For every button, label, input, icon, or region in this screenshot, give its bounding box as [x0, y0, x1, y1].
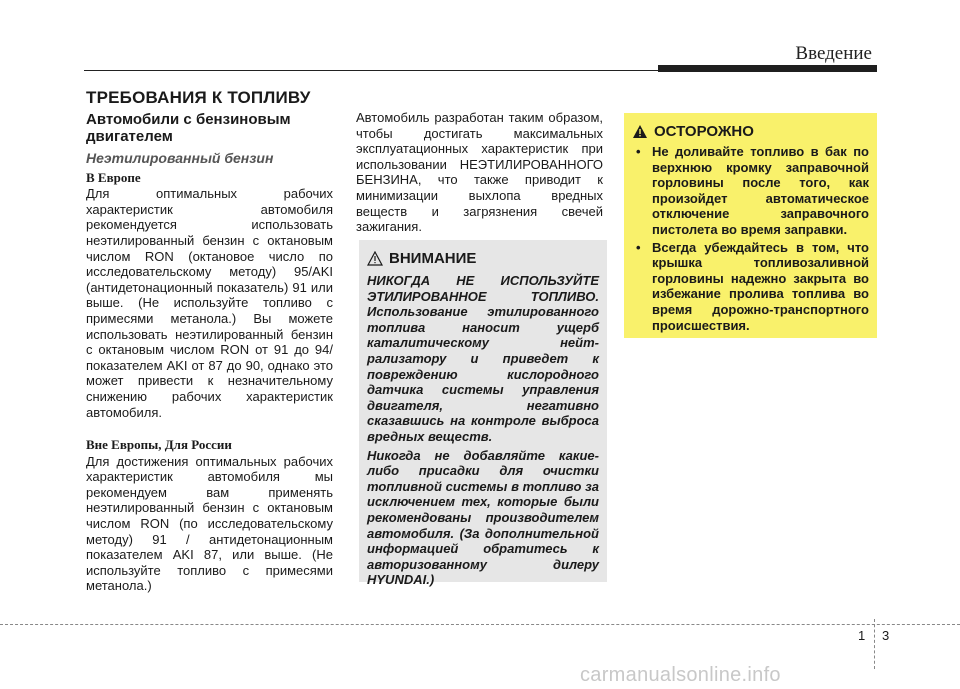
caution-triangle-icon: [632, 124, 648, 139]
heading-outside-europe: Вне Европы, Для России: [86, 437, 232, 453]
header-section-title: Введение: [795, 43, 872, 64]
warning-header: [367, 250, 607, 267]
caution-list: [632, 144, 869, 333]
section-title: Автомобили с бензиновым двигателем: [86, 111, 291, 145]
caution-title: ОСТОРОЖНО: [654, 123, 754, 140]
text-europe: Для оптимальных рабочих характеристик автомобиля рекомендуется использовать неэтилированный бензин с октановым числом RON (октановое число по исследовательскому методу) 95/AKI (антидетонационный показатель) 91 или выше. (Не используйте топливо с примесями метанола.) Вы можете использовать неэтилированный бензин с октановым числом RON от 91 до 94/показателем AKI от 87 до 90, однако это может привести к незначительному снижению рабочих характеристик автомобиля.: [86, 186, 333, 420]
watermark: carmanualsonline.info: [580, 664, 781, 686]
page-number: 3: [882, 628, 890, 643]
text-engine-design: Автомобиль разработан таким образом, чтобы достигать максимальных эксплуатационных характеристик при использовании НЕЭТИЛИРОВАННОГО БЕНЗИНА, что также приводит к минимизации выхлопа вредных веществ и загрязнения свечей зажигания.: [356, 110, 603, 235]
heading-europe: В Европе: [86, 169, 141, 185]
caution-box: [624, 113, 877, 338]
footer-divider: [0, 624, 960, 625]
warning-text-2: Никогда не добавляйте какие-либо присадки для очистки топливной системы в топливо за исключением тех, которые были рекомендованы производителем автомобиля. (За дополнительной информацией обратитесь к авторизованному дилеру HYUNDAI.): [367, 447, 599, 588]
subtitle-unleaded: Неэтилированный бензин: [86, 150, 274, 166]
warning-triangle-outline-icon: [367, 251, 383, 266]
caution-item: • Всегда убеждайтесь в том, что крышка топливозаливной горловины надежно закрыта во избежание пролива топлива во время дорожно-транспортного происшествия.: [632, 240, 869, 334]
warning-box: [359, 240, 607, 588]
header-rule-thin: [84, 70, 658, 71]
middle-column: [356, 110, 603, 235]
text-outside-europe: Для достижения оптимальных рабочих характеристик автомобиля мы рекомендуем вам применять неэтилированный бензин с октановым числом RON (по исследовательскому методу) 91 / антидетонационным показателем AKI 87, или выше. (Не используйте топливо с примесями метанола.): [86, 453, 333, 594]
header-rule-thick: [658, 65, 877, 72]
page-chapter-number: 1: [858, 628, 866, 643]
caution-item: • Не доливайте топливо в бак по верхнюю кромку заправочной горловины после того, как произойдет автоматическое отключение заправочного пистолета во время заправки.: [632, 144, 869, 238]
footer-vertical-divider: [874, 619, 875, 669]
warning-title: ВНИМАНИЕ: [389, 250, 477, 267]
caution-header: [632, 123, 877, 140]
warning-text-1: НИКОГДА НЕ ИСПОЛЬЗУЙТЕ ЭТИЛИРОВАННОЕ ТОПЛИВО. Использование этилированного топлива наносит ущерб каталитическому нейт-рализатору и приведет к повреждению кислородного датчика системы управления двигателя, негативно сказавшись на контроле выброса вредных веществ.: [367, 273, 599, 444]
page-title: ТРЕБОВАНИЯ К ТОПЛИВУ: [86, 88, 311, 107]
left-column: [86, 111, 333, 594]
